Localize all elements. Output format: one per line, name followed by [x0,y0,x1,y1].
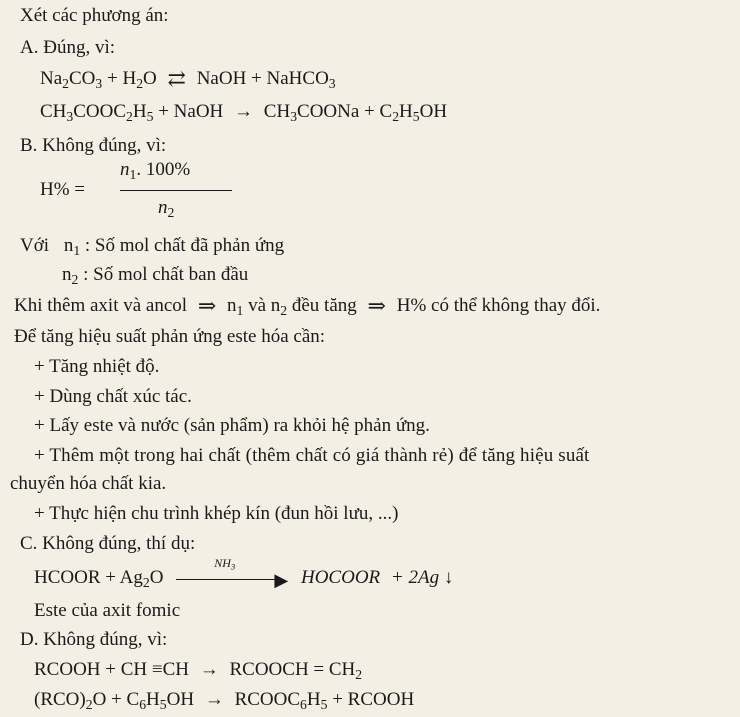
bullet-xuc-tac: + Dùng chất xúc tác. [34,386,192,407]
intro-line: Xét các phương án: [20,5,169,26]
equilibrium-arrow-icon: ⇄ [167,66,186,91]
fraction-bar [120,190,232,191]
precipitate-arrow-icon: ↓ [443,567,454,588]
option-a-equation-2: $CH_3COOC_2H_5$ + NaOH → $CH_3COONa + C_2H_5OH$ [40,101,448,124]
option-b-label: B. Không đúng, vì: [20,135,167,156]
catalyst-arrow: $NH_3$ ▶ [176,569,288,589]
option-a-label: A. Đúng, vì: [20,37,115,58]
n2-line: $n_2$ : Số mol chất ban đầu [62,264,249,287]
implies-arrow-icon: ⇒ [197,293,217,318]
option-c-label: C. Không đúng, thí dụ: [20,533,196,554]
khi-line: Khi thêm axit và ancol ⇒ $n_1$ và $n_2$ đều tăng ⇒ H% có thể không thay đổi. [14,293,601,318]
reaction-arrow-icon: → [234,101,254,122]
de-tang-line: Để tăng hiệu suất phản ứng este hóa cần: [14,326,326,347]
option-c-equation: HCOOR + $Ag_2O$ $NH_3$ ▶ HOCOOR + 2Ag ↓ [34,555,454,590]
voi-line: Với $n_1$ : Số mol chất đã phản ứng [20,235,285,258]
option-d-equation-1: RCOOH + CH ≡CH → RCOOCH = $CH_2$ [34,659,363,682]
arrow-head-icon: ▶ [274,569,289,590]
implies-arrow-icon: ⇒ [367,293,386,318]
efficiency-lhs: H% = [40,179,86,200]
option-d-equation-2: $(RCO)_2O + C_6H_5OH$ → $RCOOC_6H_5$ + RCOOH [34,689,415,712]
reaction-arrow-icon: → [204,689,224,710]
option-a-equation-1: $Na_2CO_3 + H_2O$ ⇄ NaOH + NaHCO$_3$ [40,66,336,91]
bullet-them-mot-chat-cont: chuyển hóa chất kia. [10,473,167,494]
option-d-label: D. Không đúng, vì: [20,629,168,650]
bullet-chu-trinh: + Thực hiện chu trình khép kín (đun hồi lưu, ...) [34,503,399,524]
bullet-tang-nhiet-do: + Tăng nhiệt độ. [34,356,160,377]
este-axit-fomic: Este của axit fomic [34,600,181,621]
bullet-them-mot-chat: + Thêm một trong hai chất (thêm chất có giá thành rẻ) để tăng hiệu suất [34,445,590,466]
fraction-numerator: $n_1$. 100% [120,159,191,182]
reaction-arrow-icon: → [199,659,219,680]
bullet-lay-este: + Lấy este và nước (sản phẩm) ra khỏi hệ phản ứng. [34,415,430,436]
efficiency-fraction [120,160,240,230]
fraction-denominator: $n_2$ [158,197,175,220]
